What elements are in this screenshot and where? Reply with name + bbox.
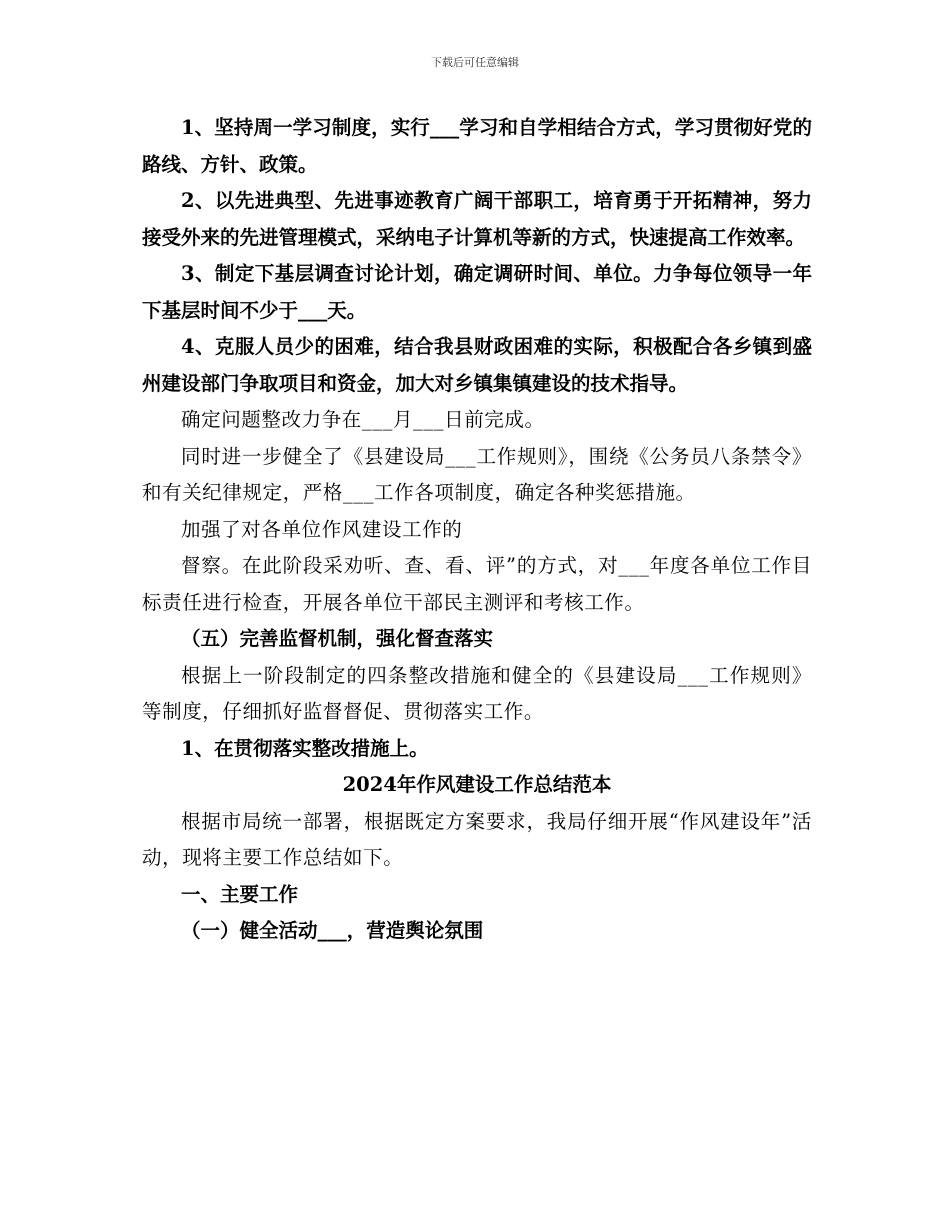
paragraph-7: 加强了对各单位作风建设工作的 bbox=[181, 517, 463, 541]
paragraph-5: 确定问题整改力争在___月___日前完成。 bbox=[181, 408, 545, 431]
paragraph-10: 根据上一阶段制定的四条整改措施和健全的《县建设局___工作规则》等制度，仔细抓好监督督促、贯彻落实工作。 bbox=[142, 663, 812, 723]
section-heading-main-work: 一、主要工作 bbox=[181, 882, 299, 906]
paragraph-6: 同时进一步健全了《县建设局___工作规则》，围绕《公务员八条禁令》和有关纪律规定，严格___工作各项制度，确定各种奖惩措施。 bbox=[142, 444, 812, 504]
paragraph-12: 根据市局统一部署，根据既定方案要求，我局仔细开展“作风建设年”活动，现将主要工作总结如下。 bbox=[142, 809, 812, 869]
paragraph-3: 3、制定下基层调查讨论计划，确定调研时间、单位。力争每位领导一年下基层时间不少于___天。 bbox=[142, 262, 812, 322]
section-heading-5: （五）完善监督机制，强化督查落实 bbox=[181, 627, 494, 650]
paragraph-11: 1、在贯彻落实整改措施上。 bbox=[181, 736, 429, 760]
paragraph-1: 1、坚持周一学习制度，实行___学习和自学相结合方式，学习贯彻好党的路线、方针、政策。 bbox=[142, 116, 812, 176]
document-body bbox=[142, 110, 812, 950]
paragraph-4: 4、克服人员少的困难，结合我县财政困难的实际，积极配合各乡镇到盛州建设部门争取项目和资金，加大对乡镇集镇建设的技术指导。 bbox=[142, 335, 812, 395]
document-title: 2024年作风建设工作总结范本 bbox=[342, 773, 612, 796]
subsection-heading-1: （一）健全活动___，营造舆论氛围 bbox=[181, 919, 484, 942]
paragraph-8: 督察。在此阶段采劝听、查、看、评”的方式，对___年度各单位工作目标责任进行检查，开展各单位干部民主测评和考核工作。 bbox=[142, 554, 812, 614]
paragraph-2: 2、以先进典型、先进事迹教育广阔干部职工，培育勇于开拓精神，努力接受外来的先进管理模式，采纳电子计算机等新的方式，快速提高工作效率。 bbox=[142, 189, 812, 249]
header-note: 下载后可任意编辑 bbox=[431, 56, 519, 69]
